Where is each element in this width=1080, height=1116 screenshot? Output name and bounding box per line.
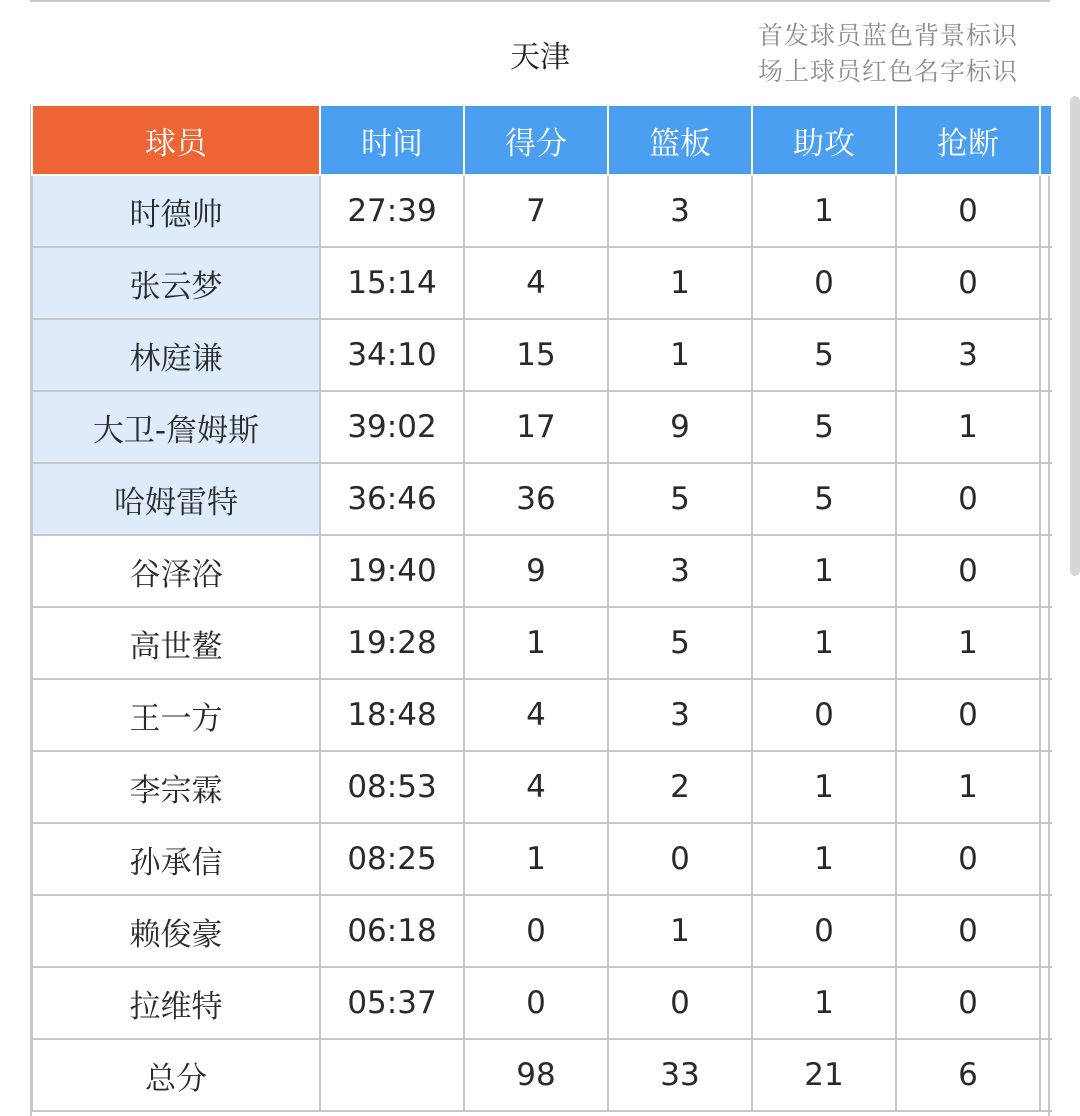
player-name: 林庭谦 [32, 319, 320, 391]
totals-rebounds: 33 [608, 1039, 752, 1111]
player-name: 谷泽浴 [32, 535, 320, 607]
player-name: 高世鳌 [32, 607, 320, 679]
player-rebounds: 1 [608, 319, 752, 391]
player-points: 4 [464, 679, 608, 751]
player-rebounds: 2 [608, 751, 752, 823]
row-overflow [1040, 247, 1052, 319]
table-row[interactable] [32, 607, 1052, 679]
player-steals: 0 [896, 463, 1040, 535]
player-points: 9 [464, 535, 608, 607]
player-points: 4 [464, 751, 608, 823]
player-rebounds: 3 [608, 535, 752, 607]
player-assists: 0 [752, 679, 896, 751]
player-steals: 0 [896, 679, 1040, 751]
column-header-assists[interactable]: 助攻 [752, 105, 896, 175]
row-overflow [1040, 535, 1052, 607]
player-assists: 5 [752, 319, 896, 391]
table-row[interactable] [32, 679, 1052, 751]
player-name: 大卫-詹姆斯 [32, 391, 320, 463]
player-rows [32, 175, 1052, 1039]
totals-assists: 21 [752, 1039, 896, 1111]
totals-time [320, 1039, 464, 1111]
player-steals: 1 [896, 391, 1040, 463]
player-rebounds: 1 [608, 247, 752, 319]
player-name: 孙承信 [32, 823, 320, 895]
player-points: 36 [464, 463, 608, 535]
row-overflow [1040, 319, 1052, 391]
player-time: 34:10 [320, 319, 464, 391]
column-header-time[interactable]: 时间 [320, 105, 464, 175]
player-assists: 5 [752, 391, 896, 463]
player-assists: 1 [752, 607, 896, 679]
player-steals: 0 [896, 247, 1040, 319]
player-name: 哈姆雷特 [32, 463, 320, 535]
team-name: 天津 [510, 40, 570, 75]
player-rebounds: 9 [608, 391, 752, 463]
player-stats-table [31, 104, 1053, 1112]
column-header-overflow [1040, 105, 1052, 175]
player-name: 张云梦 [32, 247, 320, 319]
player-rebounds: 1 [608, 895, 752, 967]
totals-points: 98 [464, 1039, 608, 1111]
row-overflow [1040, 679, 1052, 751]
column-header-player[interactable]: 球员 [32, 105, 320, 175]
player-assists: 1 [752, 967, 896, 1039]
player-rebounds: 3 [608, 175, 752, 247]
player-assists: 1 [752, 751, 896, 823]
player-assists: 1 [752, 823, 896, 895]
player-time: 19:40 [320, 535, 464, 607]
player-name: 赖俊豪 [32, 895, 320, 967]
player-rebounds: 0 [608, 967, 752, 1039]
row-overflow [1040, 823, 1052, 895]
player-assists: 1 [752, 535, 896, 607]
row-overflow [1040, 463, 1052, 535]
column-header-points[interactable]: 得分 [464, 105, 608, 175]
table-row[interactable] [32, 247, 1052, 319]
player-points: 1 [464, 823, 608, 895]
player-time: 39:02 [320, 391, 464, 463]
player-rebounds: 5 [608, 607, 752, 679]
totals-steals: 6 [896, 1039, 1040, 1111]
player-assists: 1 [752, 175, 896, 247]
table-header-row [32, 105, 1052, 175]
player-time: 05:37 [320, 967, 464, 1039]
player-assists: 0 [752, 895, 896, 967]
player-steals: 0 [896, 823, 1040, 895]
row-overflow [1040, 751, 1052, 823]
player-time: 27:39 [320, 175, 464, 247]
player-rebounds: 3 [608, 679, 752, 751]
player-name: 拉维特 [32, 967, 320, 1039]
player-name: 时德帅 [32, 175, 320, 247]
player-points: 0 [464, 895, 608, 967]
legend-starters: 首发球员蓝色背景标识 [757, 21, 1018, 50]
player-points: 1 [464, 607, 608, 679]
player-name: 王一方 [32, 679, 320, 751]
row-overflow [1040, 607, 1052, 679]
scrollbar[interactable] [1070, 96, 1080, 576]
player-steals: 0 [896, 175, 1040, 247]
player-points: 0 [464, 967, 608, 1039]
table-row[interactable] [32, 391, 1052, 463]
row-overflow [1040, 175, 1052, 247]
table-row[interactable] [32, 967, 1052, 1039]
totals-label: 总分 [32, 1039, 320, 1111]
player-time: 19:28 [320, 607, 464, 679]
table-row[interactable] [32, 175, 1052, 247]
player-time: 15:14 [320, 247, 464, 319]
player-points: 17 [464, 391, 608, 463]
column-header-rebounds[interactable]: 篮板 [608, 105, 752, 175]
player-rebounds: 0 [608, 823, 752, 895]
player-rebounds: 5 [608, 463, 752, 535]
team-header [30, 0, 1050, 104]
legend [758, 18, 1018, 90]
player-points: 7 [464, 175, 608, 247]
player-points: 15 [464, 319, 608, 391]
legend-on-court: 场上球员红色名字标识 [757, 57, 1018, 86]
player-steals: 1 [896, 607, 1040, 679]
row-overflow [1040, 967, 1052, 1039]
column-header-steals[interactable]: 抢断 [896, 105, 1040, 175]
row-overflow [1040, 391, 1052, 463]
player-points: 4 [464, 247, 608, 319]
player-assists: 0 [752, 247, 896, 319]
player-time: 08:53 [320, 751, 464, 823]
totals-row [32, 1039, 1052, 1111]
player-steals: 1 [896, 751, 1040, 823]
table-row[interactable] [32, 535, 1052, 607]
row-overflow [1040, 895, 1052, 967]
player-time: 06:18 [320, 895, 464, 967]
player-steals: 0 [896, 895, 1040, 967]
table-row[interactable] [32, 895, 1052, 967]
player-time: 36:46 [320, 463, 464, 535]
totals-overflow [1040, 1039, 1052, 1111]
player-name: 李宗霖 [32, 751, 320, 823]
player-steals: 3 [896, 319, 1040, 391]
table-row[interactable] [32, 823, 1052, 895]
player-time: 18:48 [320, 679, 464, 751]
table-row[interactable] [32, 751, 1052, 823]
player-assists: 5 [752, 463, 896, 535]
player-steals: 0 [896, 535, 1040, 607]
table-row[interactable] [32, 319, 1052, 391]
player-steals: 0 [896, 967, 1040, 1039]
player-time: 08:25 [320, 823, 464, 895]
table-row[interactable] [32, 463, 1052, 535]
